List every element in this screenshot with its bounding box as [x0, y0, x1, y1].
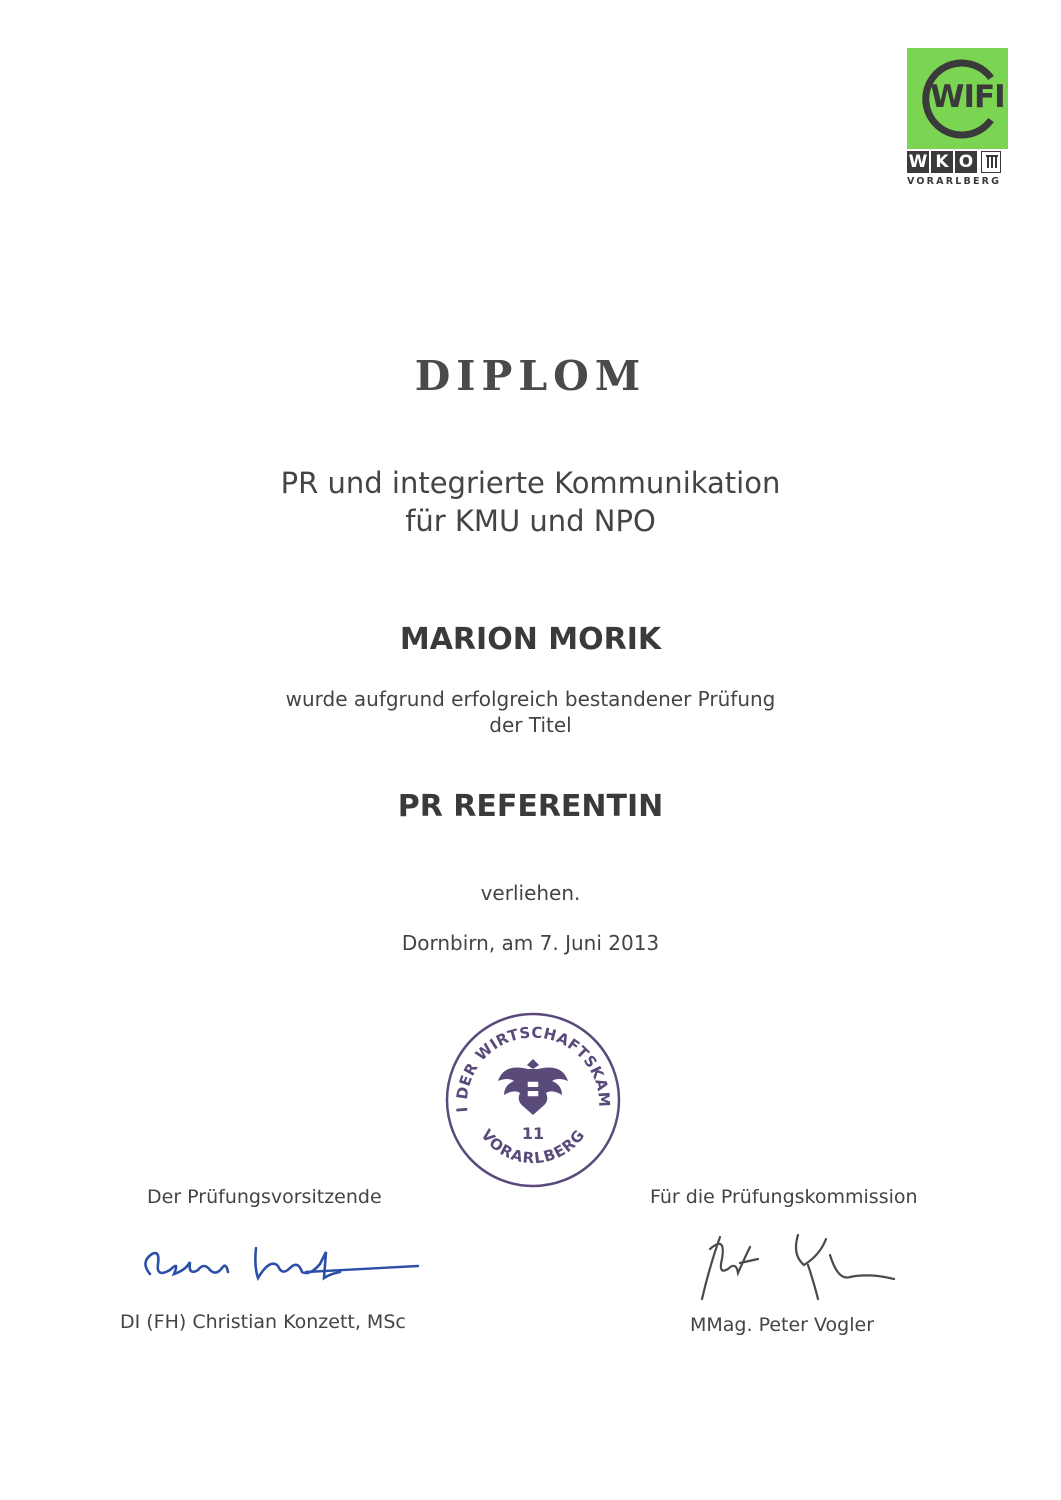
left-signatory-name: DI (FH) Christian Konzett, MSc: [120, 1311, 406, 1333]
left-signature: [130, 1232, 430, 1292]
right-signatory-role: Für die Prüfungskommission: [650, 1186, 918, 1208]
award-text-line2: der Titel: [489, 713, 572, 737]
logo-region: VORARLBERG: [907, 176, 1002, 187]
wko-letter-w: W: [908, 152, 928, 172]
right-signature: [680, 1225, 910, 1310]
recipient-name: MARION MORIK: [399, 622, 662, 657]
eagle-icon: [498, 1059, 568, 1115]
course-name-line1: PR und integrierte Kommunikation: [280, 466, 781, 500]
wifi-logo: [907, 48, 1011, 190]
official-seal: [444, 1011, 622, 1189]
wko-letters: [907, 151, 1001, 175]
seal-bottom-text: VORARLBERG: [477, 1125, 589, 1168]
certificate-title: DIPLOM: [414, 352, 647, 400]
wko-letter-k: K: [931, 151, 953, 173]
award-text-line1: wurde aufgrund erfolgreich bestandener Prüfung: [285, 687, 776, 711]
wko-letter-o: O: [955, 151, 977, 173]
degree-title: PR REFERENTIN: [397, 789, 664, 824]
place-date: Dornbirn, am 7. Juni 2013: [401, 931, 660, 955]
right-signatory-name: MMag. Peter Vogler: [690, 1314, 875, 1336]
coat-of-arms-icon: [981, 151, 1001, 173]
course-name-line2: für KMU und NPO: [405, 504, 656, 538]
seal-number: 11: [521, 1124, 545, 1143]
seal-top-text: I DER WIRTSCHAFTSKAM: [452, 1023, 614, 1114]
logo-green-square: [907, 48, 1008, 149]
left-signatory-role: Der Prüfungsvorsitzende: [147, 1186, 382, 1208]
logo-wordmark: WIFI: [930, 79, 1005, 115]
awarded-text: verliehen.: [480, 881, 581, 905]
